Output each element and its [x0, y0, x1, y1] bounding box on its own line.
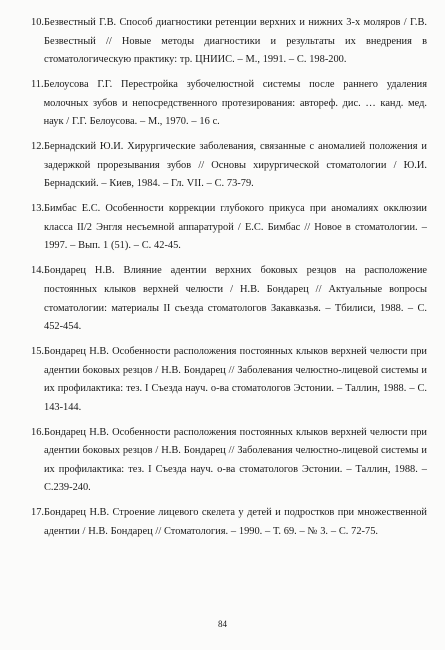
reference-item	[31, 76, 427, 132]
reference-item	[31, 138, 427, 194]
reference-number: 14.	[31, 265, 44, 277]
page-number: 84	[218, 619, 227, 629]
reference-text: Белоусова Г.Г. Перестройка зубочелюстной системы после раннего удаления молочных зубов и непосредственного протезирования: автореф. дис. … канд. мед. наук / Г.Г. Белоусова. – М., 1970. – 16 с.	[43, 79, 427, 128]
reference-item	[31, 424, 427, 498]
reference-text: Бондарец Н.В. Особенности расположения постоянных клыков верхней челюсти при адентии боковых резцов / Н.В. Бондарец // Заболевания челюстно-лицевой системы и их профилактика: тез. I Съезда науч. о-ва стоматологов Эстонии. – Таллин, 1988. – С.239-240.	[44, 426, 427, 494]
reference-item	[31, 343, 427, 417]
reference-text: Бондарец Н.В. Особенности расположения постоянных клыков верхней челюсти при адентии боковых резцов / Н.В. Бондарец // Заболевания челюстно-лицевой системы и их профилактика: тез. I Съезда науч. о-ва стоматологов Эстонии. – Таллин, 1988. – С. 143-144.	[44, 345, 427, 413]
reference-number: 12.	[31, 141, 44, 153]
reference-item	[31, 14, 427, 70]
reference-text: Бондарец Н.В. Строение лицевого скелета у детей и подростков при множественной адентии / Н.В. Бондарец // Стоматология. – 1990. – Т. 69. – № 3. – С. 72-75.	[44, 507, 427, 537]
reference-list	[31, 14, 427, 548]
reference-number: 16.	[31, 426, 44, 438]
reference-item	[31, 504, 427, 541]
reference-text: Бернадский Ю.И. Хирургические заболевания, связанные с аномалией положения и задержкой прорезывания зубов // Основы хирургической стоматологии / Ю.И. Бернадский. – Киев, 1984. – Гл. VII. – С. 73-79.	[44, 141, 427, 190]
reference-number: 17.	[31, 507, 44, 519]
reference-text: Безвестный Г.В. Способ диагностики ретенции верхних и нижних 3-х моляров / Г.В. Безвестный // Новые методы диагностики и результаты их внедрения в стоматологическую практику: тр. ЦНИИС. – М., 1991. – С. 198-200.	[44, 17, 427, 66]
reference-number: 11.	[31, 79, 44, 91]
reference-item	[31, 262, 427, 336]
reference-item	[31, 200, 427, 256]
reference-text: Бимбас Е.С. Особенности коррекции глубокого прикуса при аномалиях окклюзии класса II/2 Энгля несъемной аппаратурой / Е.С. Бимбас // Новое в стоматологии. – 1997. – Вып. 1 (51). – С. 42-45.	[44, 203, 427, 252]
reference-number: 13.	[31, 203, 44, 215]
reference-number: 15.	[31, 345, 44, 357]
reference-number: 10.	[31, 17, 44, 28]
reference-text: Бондарец Н.В. Влияние адентии верхних боковых резцов на расположение постоянных клыков верхней челюсти / Н.В. Бондарец // Актуальные вопросы стоматологии: материалы II съезда стоматологов Закавказья. – Тбилиси, 1988. – С. 452-454.	[44, 265, 427, 333]
